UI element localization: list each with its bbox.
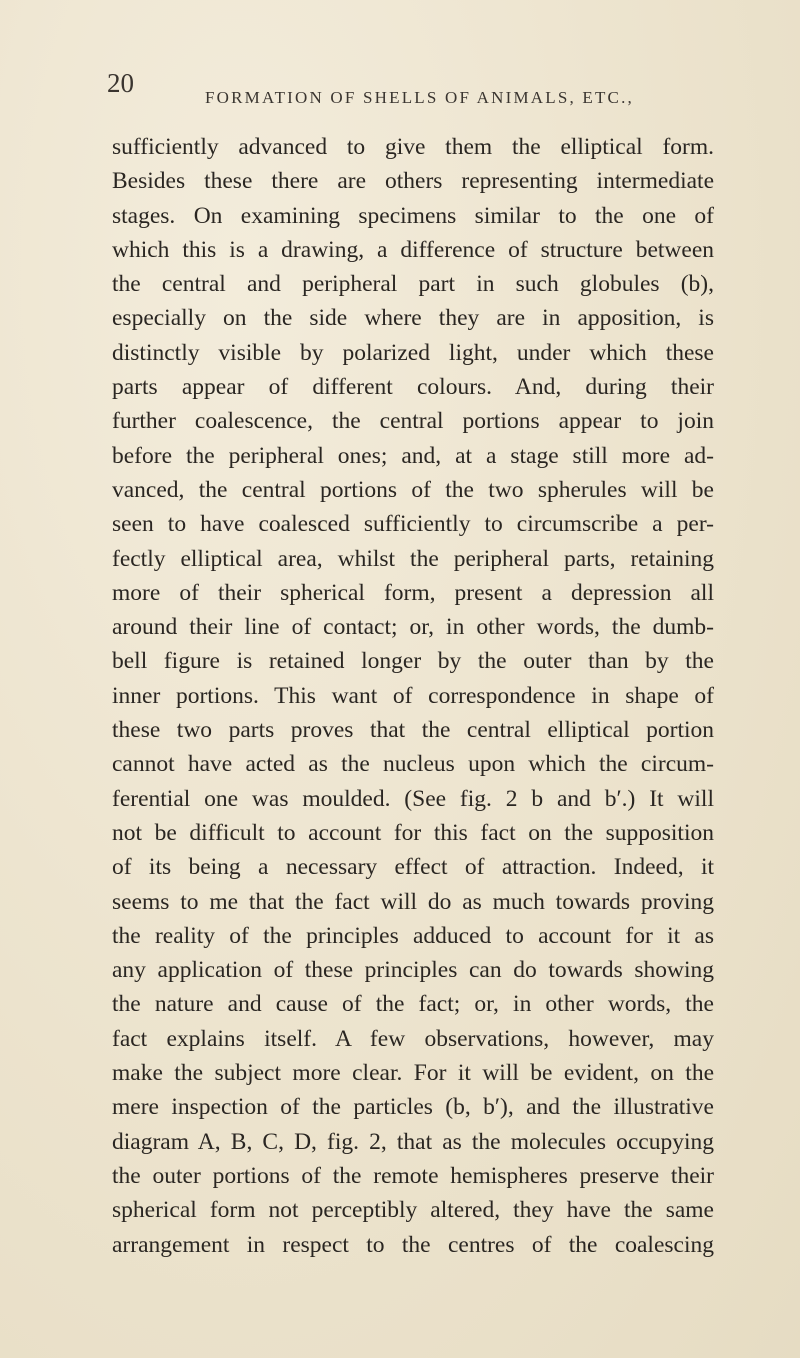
text-line: of its being a necessary effect of attraction. Indeed, it <box>112 854 714 881</box>
body-text <box>112 130 714 1262</box>
running-head: FORMATION OF SHELLS OF ANIMALS, ETC., <box>205 88 634 107</box>
text-line: fact explains itself. A few observations, however, may <box>112 1025 714 1052</box>
text-line: diagram A, B, C, D, fig. 2, that as the molecules occupying <box>112 1128 714 1155</box>
text-line: vanced, the central portions of the two spherules will be <box>112 476 714 503</box>
text-line: mere inspection of the particles (b, b′), and the illustrative <box>112 1094 714 1121</box>
text-line: around their line of contact; or, in other words, the dumb- <box>112 614 714 641</box>
text-line: more of their spherical form, present a depression all <box>112 579 714 606</box>
text-line: parts appear of different colours. And, during their <box>112 374 714 401</box>
text-line: sufficiently advanced to give them the elliptical form. <box>112 134 714 160</box>
text-line: ferential one was moulded. (See fig. 2 b and b′.) It will <box>112 785 714 812</box>
text-line: make the subject more clear. For it will be evident, on the <box>112 1060 714 1087</box>
text-line: spherical form not perceptibly altered, they have the same <box>112 1197 714 1224</box>
text-line: seen to have coalesced sufficiently to circumscribe a per- <box>112 511 714 538</box>
text-line: seems to me that the fact will do as much towards proving <box>112 888 714 915</box>
text-line: before the peripheral ones; and, at a stage still more ad- <box>112 442 714 469</box>
text-line: distinctly visible by polarized light, under which these <box>112 339 714 366</box>
text-line: especially on the side where they are in apposition, is <box>112 305 714 332</box>
text-line: any application of these principles can do towards showing <box>112 957 714 984</box>
text-line: Besides these there are others representing intermediate <box>112 168 714 195</box>
text-line: inner portions. This want of correspondence in shape of <box>112 682 714 709</box>
text-line: these two parts proves that the central elliptical portion <box>112 717 714 744</box>
text-line: the outer portions of the remote hemispheres preserve their <box>112 1162 714 1189</box>
text-line: arrangement in respect to the centres of the coalescing <box>112 1231 714 1258</box>
text-line: which this is a drawing, a difference of structure between <box>112 236 714 263</box>
text-line: the nature and cause of the fact; or, in other words, the <box>112 991 714 1018</box>
text-line: further coalescence, the central portions appear to join <box>112 408 714 435</box>
text-line: bell figure is retained longer by the outer than by the <box>112 648 714 675</box>
text-line: the reality of the principles adduced to account for it as <box>112 922 714 949</box>
text-line: the central and peripheral part in such globules (b), <box>112 271 714 298</box>
text-line: stages. On examining specimens similar to the one of <box>112 202 714 229</box>
text-line: cannot have acted as the nucleus upon which the circum- <box>112 751 714 778</box>
text-line: fectly elliptical area, whilst the peripheral parts, retaining <box>112 545 714 572</box>
page-number: 20 <box>107 68 134 98</box>
text-line: not be difficult to account for this fact on the supposition <box>112 819 714 846</box>
